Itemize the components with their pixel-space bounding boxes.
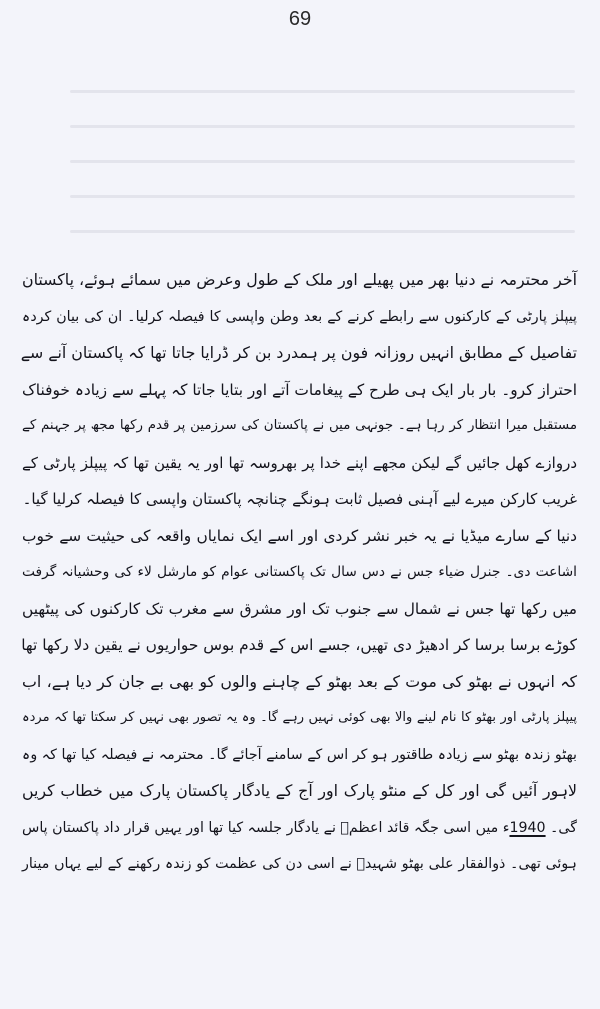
text-line: کوڑے برسا برسا کر ادھیڑ دی تھیں، جسے اس کے قدم بوس حواریوں نے یقین دلا رکھا تھا xyxy=(21,636,577,654)
text-line: گی۔ 1940ء میں اسی جگہ قائد اعظمؒ نے یادگار جلسہ کیا تھا اور یہیں قرار داد پاکستان پاس xyxy=(22,819,577,836)
text-line: کہ انہوں نے بھٹو کی موت کے بعد بھٹو کے چاہنے والوں کو بھی بے جان کر دیا ہے، اب xyxy=(22,671,577,691)
text-line: آخر محترمہ نے دنیا بھر میں پھیلے اور ملک کے طول وعرض میں سمائے ہوئے، پاکستان xyxy=(22,270,577,289)
text-line: احتراز کرو۔ بار بار ایک ہی طرح کے پیغامات آتے اور بتایا جاتا کہ پہلے سے زیادہ خوفناک xyxy=(22,380,577,399)
text-line: دروازے کھل جائیں گے لیکن مجھے اپنے خدا پر بھروسہ تھا اور یہ یقین تھا کہ پیپلز پارٹی کے xyxy=(22,453,577,472)
underlined-year: 1940 xyxy=(509,819,546,836)
text-line: پیپلز پارٹی کے کارکنوں سے رابطے کرنے کے بعد وطن واپسی کا فیصلہ کرلیا۔ ان کی بیان کردہ xyxy=(22,308,577,325)
text-line: اشاعت دی۔ جنرل ضیاء جس نے دس سال تک پاکستانی عوام کو مارشل لاء کی وحشیانہ گرفت xyxy=(22,564,577,580)
text-line: میں رکھا تھا جس نے شمال سے جنوب تک اور مشرق سے مغرب تک کارکنوں کی پیٹھیں xyxy=(22,599,577,618)
text-line: لاہور آئیں گی اور کل کے منٹو پارک اور آج کے یادگار پاکستان پارک میں خطاب کریں xyxy=(22,781,577,800)
text-line: بھٹو زندہ بھٹو سے زیادہ طاقتور ہو کر اس کے سامنے آجائے گا۔ محترمہ نے فیصلہ کیا تھا کہ وہ xyxy=(22,746,577,763)
text-line: دنیا کے سارے میڈیا نے یہ خبر نشر کردی اور اسے ایک نمایاں واقعہ کی حیثیت سے خوب xyxy=(22,526,577,545)
text-line: غریب کارکن میرے لیے آہنی فصیل ثابت ہونگے چنانچہ پاکستان واپسی کا فیصلہ کرلیا گیا۔ xyxy=(22,490,577,508)
text-line: تفاصیل کے مطابق انہیں روزانہ فون پر ہمدرد بن کر ڈرایا جاتا تھا کہ پاکستان آنے سے xyxy=(20,343,577,362)
show-through-text xyxy=(30,58,585,263)
body-text xyxy=(22,262,577,883)
text-line: مستقبل میرا انتظار کر رہا ہے۔ جونہی میں نے پاکستان کی سرزمین پر قدم رکھا مجھ پر جہنم کے xyxy=(22,418,577,433)
text-line: پیپلز پارٹی اور بھٹو کا نام لینے والا بھی کوئی نہیں رہے گا۔ وہ یہ تصور بھی نہیں کر سکتا تھا کہ مردہ xyxy=(22,710,577,725)
page-number: 69 xyxy=(288,8,312,30)
text-line: ہوئی تھی۔ ذوالفقار علی بھٹو شہیدؒ نے اسی دن کی عظمت کو زندہ رکھنے کے لیے یہاں مینار xyxy=(22,856,577,872)
